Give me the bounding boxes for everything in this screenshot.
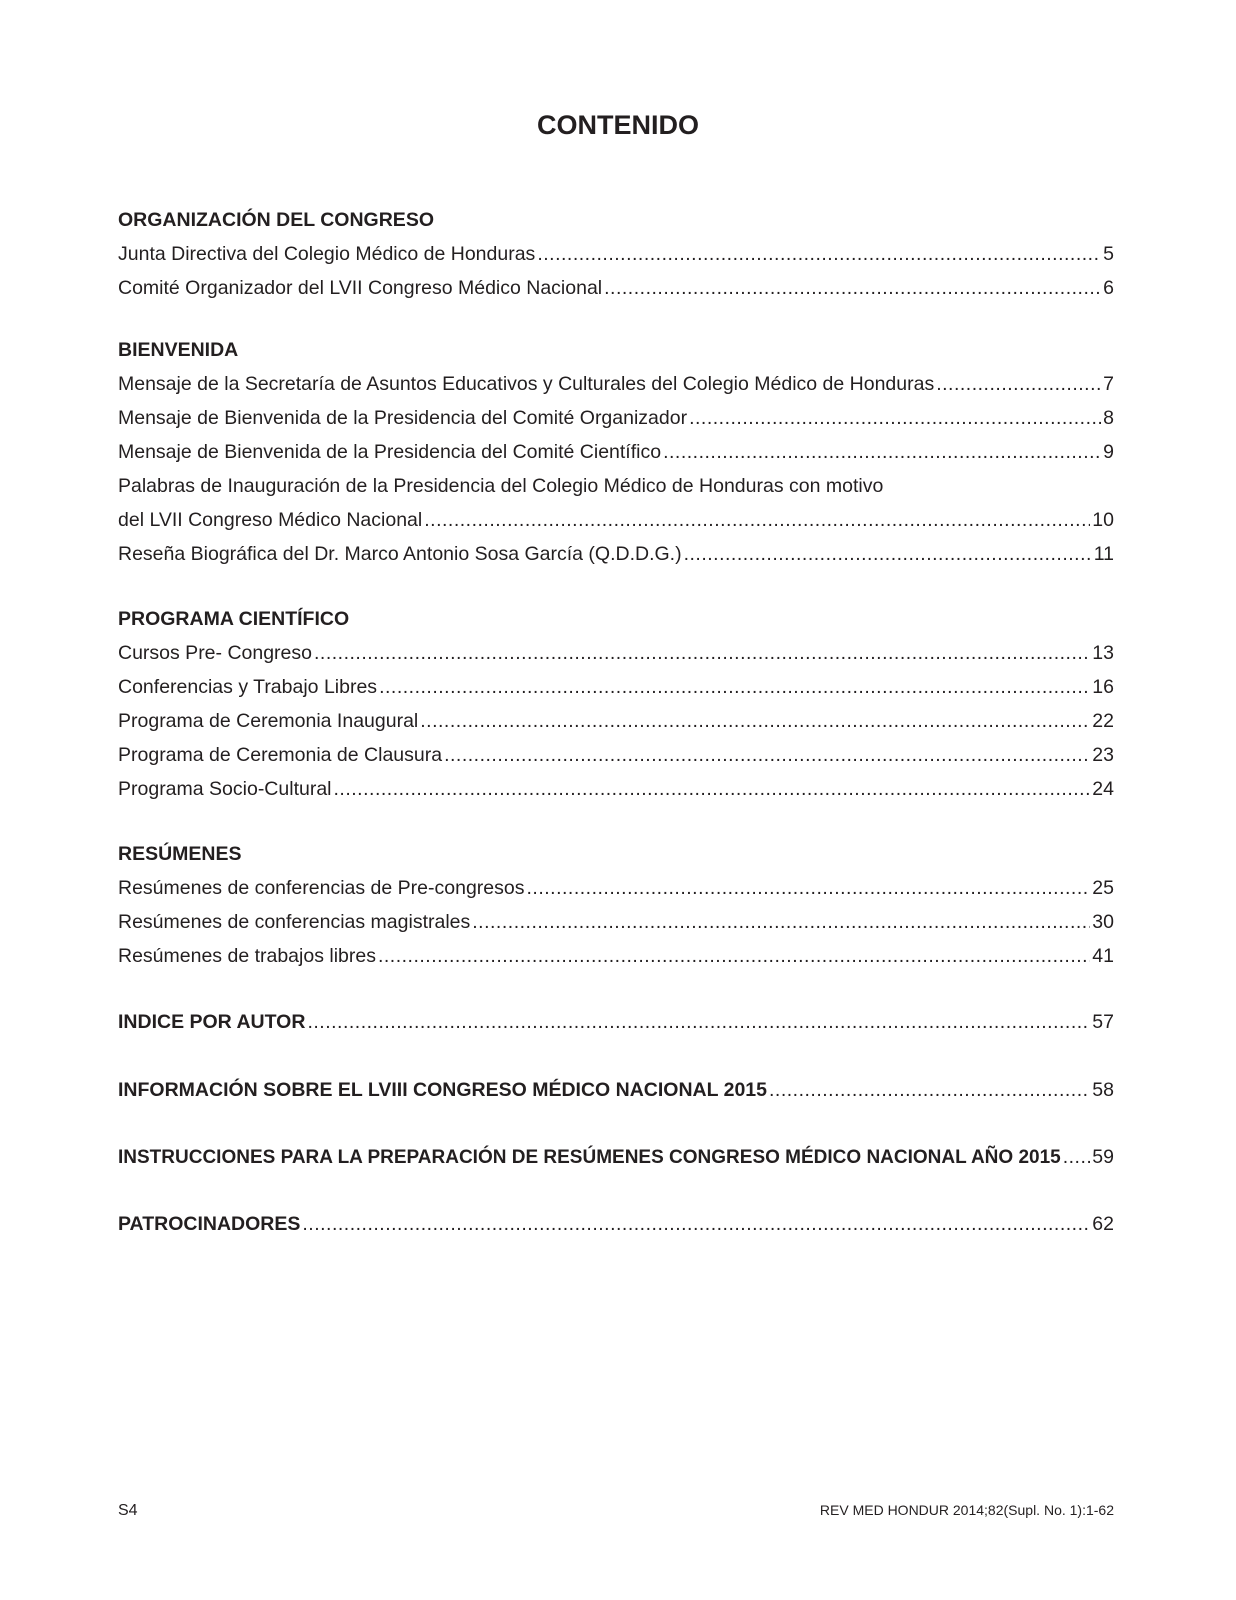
dot-leader: [526, 871, 1090, 905]
dot-leader: [420, 704, 1090, 738]
entry-page: 59: [1092, 1146, 1114, 1168]
dot-leader: [769, 1073, 1090, 1107]
toc-entry[interactable]: [118, 401, 1114, 435]
toc-entry[interactable]: [118, 939, 1114, 973]
toc-entry-major[interactable]: [118, 1140, 1114, 1174]
page-title: CONTENIDO: [537, 110, 699, 140]
entry-title: del LVII Congreso Médico Nacional: [118, 509, 423, 531]
dot-leader: [307, 1005, 1090, 1039]
section-heading: PROGRAMA CIENTÍFICO: [118, 608, 350, 630]
toc-entry[interactable]: [118, 435, 1114, 469]
entry-title: Programa de Ceremonia Inaugural: [118, 710, 419, 732]
toc-entry-major[interactable]: [118, 1207, 1114, 1241]
section-programa: [118, 602, 1114, 806]
entry-title: Mensaje de la Secretaría de Asuntos Educativos y Culturales del Colegio Médico de Honduras: [118, 373, 935, 395]
dot-leader: [444, 738, 1090, 772]
entry-title: Comité Organizador del LVII Congreso Médico Nacional: [118, 277, 603, 299]
entry-page: 22: [1092, 710, 1114, 732]
entry-title: Junta Directiva del Colegio Médico de Honduras: [118, 243, 536, 265]
dot-leader: [684, 537, 1092, 571]
dot-leader: [936, 367, 1101, 401]
dot-leader: [1063, 1140, 1091, 1174]
footer-citation: REV MED HONDUR 2014;82(Supl. No. 1):1-62: [819, 1502, 1114, 1518]
entry-title: INDICE POR AUTOR: [118, 1011, 306, 1033]
entry-title: Conferencias y Trabajo Libres: [118, 676, 378, 698]
entry-page: 30: [1092, 911, 1114, 933]
entry-page: 58: [1092, 1079, 1114, 1101]
section-instrucciones: [118, 1140, 1114, 1174]
dot-leader: [689, 401, 1101, 435]
dot-leader: [472, 905, 1090, 939]
section-resumenes: [118, 837, 1114, 973]
entry-title: Mensaje de Bienvenida de la Presidencia del Comité Organizador: [118, 407, 688, 429]
entry-page: 23: [1092, 744, 1114, 766]
entry-page: 11: [1093, 543, 1114, 565]
entry-page: 62: [1092, 1213, 1114, 1235]
toc-entry[interactable]: [118, 772, 1114, 806]
section-bienvenida: [118, 333, 1114, 571]
entry-page: 6: [1103, 277, 1114, 299]
entry-page: 5: [1103, 243, 1114, 265]
toc-entry[interactable]: [118, 704, 1114, 738]
toc-entry[interactable]: [118, 537, 1114, 571]
dot-leader: [537, 237, 1101, 271]
toc-entry-major[interactable]: [118, 1073, 1114, 1107]
dot-leader: [663, 435, 1101, 469]
entry-title-line1[interactable]: Palabras de Inauguración de la Presidencia del Colegio Médico de Honduras con motivo: [118, 475, 884, 497]
entry-page: 41: [1092, 945, 1114, 967]
toc-entry[interactable]: [118, 871, 1114, 905]
toc-entry[interactable]: [118, 237, 1114, 271]
entry-page: 8: [1103, 407, 1114, 429]
dot-leader: [378, 939, 1090, 973]
entry-title: PATROCINADORES: [118, 1213, 301, 1235]
dot-leader: [334, 772, 1091, 806]
entry-title: Mensaje de Bienvenida de la Presidencia del Comité Científico: [118, 441, 662, 463]
section-heading: ORGANIZACIÓN DEL CONGRESO: [118, 209, 434, 231]
toc-entry[interactable]: [118, 905, 1114, 939]
entry-title: Resúmenes de conferencias magistrales: [118, 911, 471, 933]
entry-title: Resúmenes de conferencias de Pre-congresos: [118, 877, 525, 899]
entry-page: 25: [1092, 877, 1114, 899]
toc-entry[interactable]: [118, 738, 1114, 772]
dot-leader: [302, 1207, 1090, 1241]
entry-title: INSTRUCCIONES PARA LA PREPARACIÓN DE RESÚMENES CONGRESO MÉDICO NACIONAL AÑO 2015: [118, 1147, 1061, 1168]
toc-entry[interactable]: [118, 367, 1114, 401]
footer-page-label: S4: [118, 1502, 138, 1519]
entry-title: Programa de Ceremonia de Clausura: [118, 744, 443, 766]
section-informacion: [118, 1073, 1114, 1107]
entry-page: 57: [1092, 1011, 1114, 1033]
section-heading: BIENVENIDA: [118, 339, 239, 361]
entry-page: 13: [1092, 642, 1114, 664]
entry-title: INFORMACIÓN SOBRE EL LVIII CONGRESO MÉDICO NACIONAL 2015: [118, 1079, 767, 1101]
toc-entry[interactable]: [118, 670, 1114, 704]
toc-entry[interactable]: [118, 636, 1114, 670]
toc-entry[interactable]: [118, 271, 1114, 305]
entry-page: 16: [1092, 676, 1114, 698]
entry-title: Resúmenes de trabajos libres: [118, 945, 376, 967]
toc-entry[interactable]: [118, 503, 1114, 537]
toc-entry-major[interactable]: [118, 1005, 1114, 1039]
entry-page: 24: [1092, 778, 1114, 800]
section-organizacion: [118, 203, 1114, 305]
section-indice: [118, 1005, 1114, 1039]
entry-title: Reseña Biográfica del Dr. Marco Antonio Sosa García (Q.D.D.G.): [118, 543, 682, 565]
dot-leader: [604, 271, 1101, 305]
dot-leader: [314, 636, 1090, 670]
entry-title: Programa Socio-Cultural: [118, 778, 332, 800]
entry-page: 9: [1103, 441, 1114, 463]
entry-title: Cursos Pre- Congreso: [118, 642, 312, 664]
section-patrocinadores: [118, 1207, 1114, 1241]
section-heading: RESÚMENES: [118, 843, 242, 865]
entry-page: 7: [1103, 373, 1114, 395]
dot-leader: [424, 503, 1090, 537]
dot-leader: [379, 670, 1090, 704]
entry-page: 10: [1092, 509, 1114, 531]
